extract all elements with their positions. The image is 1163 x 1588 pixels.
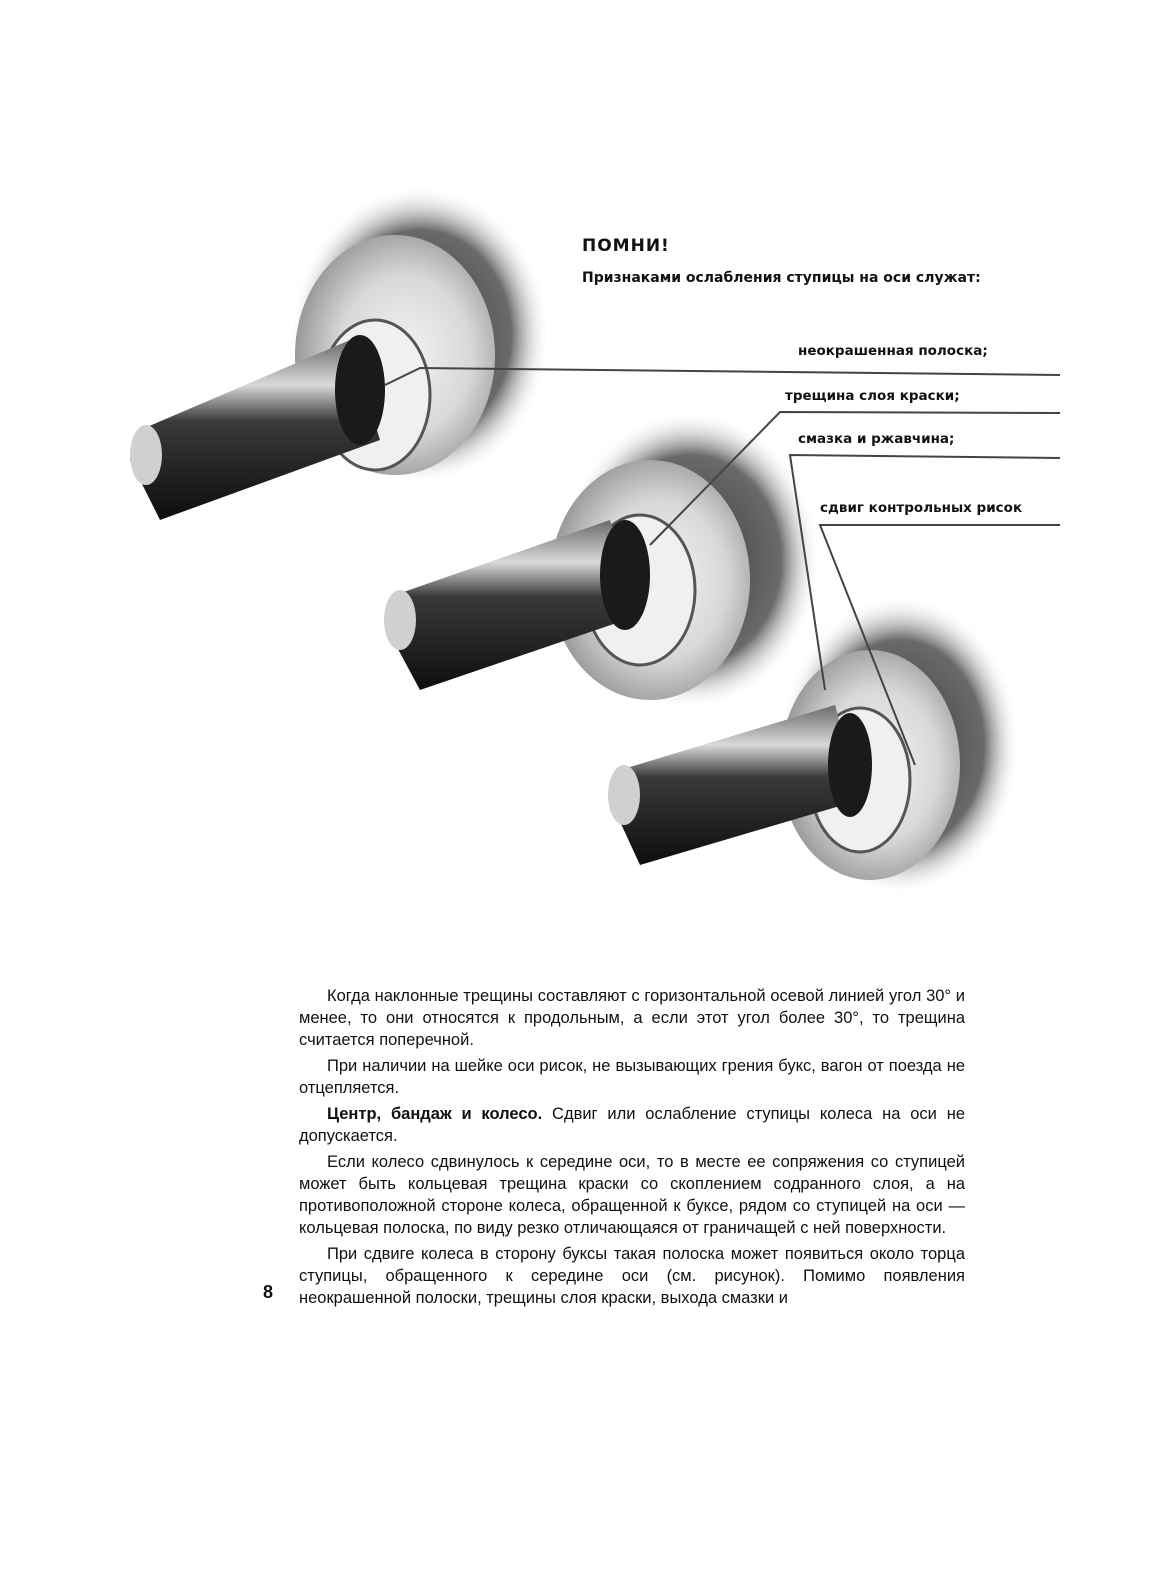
paragraph-3: [299, 1103, 965, 1147]
axle-1: [130, 185, 550, 520]
page-number: 8: [263, 1282, 274, 1302]
paragraph-4: Если колесо сдвинулось к середине оси, то в месте ее сопряжения со ступицей может быть кольцевая трещина краски со скоплением содранного слоя, а на противоположной стороне колеса, обращенной к буксе, рядом со ступицей на оси — кольцевая полоска, по виду резко отличающаяся от граничащей с ней поверхности.: [299, 1153, 965, 1237]
paragraph-3-text: Сдвиг или ослабление ступицы колеса на оси не допускается.: [299, 1105, 965, 1145]
paragraph-5: При сдвиге колеса в сторону буксы такая полоска может появиться около торца ступицы, обращенного к середине оси (см. рисунок). Помимо появления неокрашенной полоски, трещины слоя краски, выхода смазки и: [299, 1245, 965, 1307]
remember-subtitle: Признаками ослабления ступицы на оси служат:: [582, 270, 981, 286]
callout-unpainted-strip: неокрашенная полоска;: [798, 343, 988, 359]
remember-title: ПОМНИ!: [582, 236, 670, 256]
callout-control-marks-shift: сдвиг контрольных рисок: [820, 500, 1023, 516]
paragraph-1: Когда наклонные трещины составляют с горизонтальной осевой линией угол 30° и менее, то они относятся к продольным, а если этот угол более 30°, то трещина считается поперечной.: [299, 987, 965, 1049]
callout-grease-rust: смазка и ржавчина;: [798, 431, 955, 447]
callout-paint-crack: трещина слоя краски;: [785, 388, 960, 404]
body-text: [299, 985, 965, 1313]
paragraph-2: При наличии на шейке оси рисок, не вызывающих грения букс, вагон от поезда не отцепляется.: [299, 1057, 965, 1097]
section-heading: Центр, бандаж и колесо.: [327, 1105, 543, 1123]
